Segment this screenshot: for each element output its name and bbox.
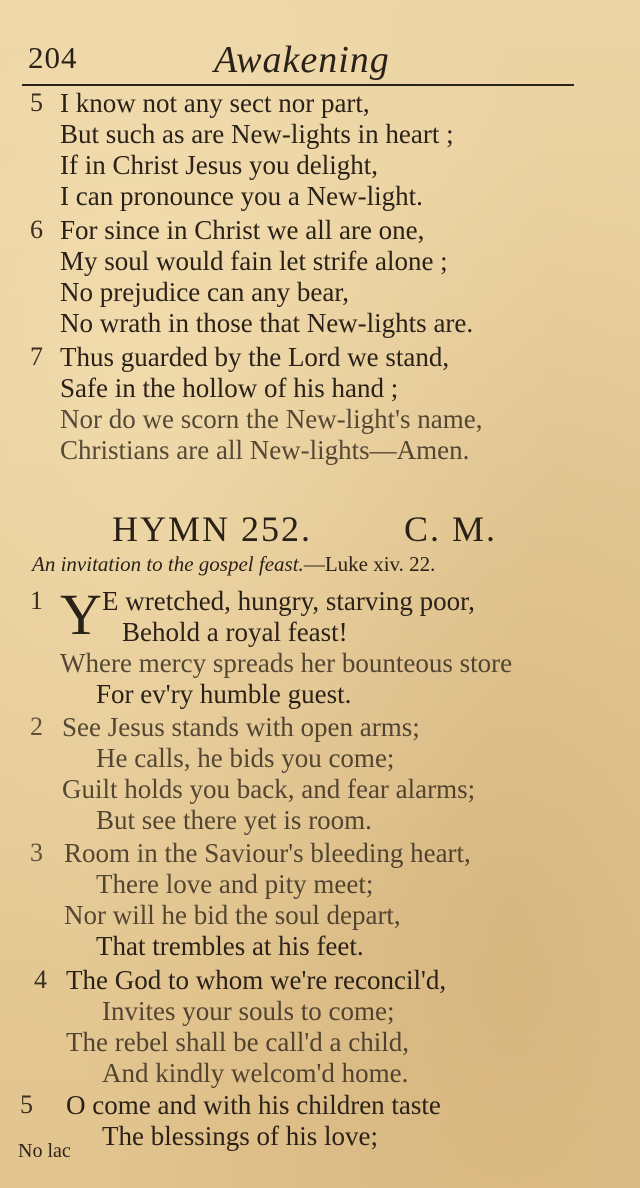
verse-line: Behold a royal feast! (122, 617, 348, 647)
verse-line: For ev'ry humble guest. (96, 679, 352, 709)
verse-line: Room in the Saviour's bleeding heart, (64, 838, 471, 868)
header-rule (22, 84, 574, 86)
verse-line: See Jesus stands with open arms; (62, 712, 420, 742)
verse-line: I know not any sect nor part, (60, 88, 370, 118)
verse-line: But such as are New-lights in heart ; (60, 119, 454, 149)
verse-line: The blessings of his love; (102, 1121, 378, 1151)
verse-line: There love and pity meet; (96, 869, 374, 899)
verse-number: 6 (30, 215, 43, 244)
page-number: 204 (28, 40, 78, 75)
verse-number: 5 (30, 88, 43, 117)
verse-number: 2 (30, 712, 43, 741)
hymn-heading: HYMN 252. (112, 509, 313, 549)
verse-line: Guilt holds you back, and fear alarms; (62, 774, 476, 804)
verse-line: Where mercy spreads her bounteous store (60, 648, 513, 678)
verse-line: No prejudice can any bear, (60, 277, 350, 307)
scripture-reference: —Luke xiv. 22. (303, 552, 436, 576)
verse-line: For since in Christ we all are one, (60, 215, 425, 245)
verse-line: O come and with his children taste (66, 1090, 441, 1120)
catchword: No lac (18, 1140, 71, 1162)
verse-line: E wretched, hungry, starving poor, (102, 586, 475, 616)
verse-line: He calls, he bids you come; (96, 743, 395, 773)
running-title: Awakening (214, 39, 390, 81)
verse-line: The God to whom we're reconcil'd, (66, 965, 447, 995)
verse-line: But see there yet is room. (96, 805, 372, 835)
verse-number: 7 (30, 342, 43, 371)
verse-line: Christians are all New-lights—Amen. (60, 435, 470, 465)
verse-line: No wrath in those that New-lights are. (60, 308, 474, 338)
verse-line: Nor will he bid the soul depart, (64, 900, 401, 930)
verse-number: 5 (20, 1090, 33, 1119)
verse-line: Safe in the hollow of his hand ; (60, 373, 399, 403)
verse-number: 1 (30, 586, 43, 615)
hymn-subtitle (32, 552, 435, 577)
verse-number: 3 (30, 838, 43, 867)
verse-number: 4 (34, 965, 47, 994)
verse-line: The rebel shall be call'd a child, (66, 1027, 409, 1057)
verse-line: And kindly welcom'd home. (102, 1058, 409, 1088)
verse-line: My soul would fain let strife alone ; (60, 246, 448, 276)
verse-line: Invites your souls to come; (102, 996, 395, 1026)
verse-line: Thus guarded by the Lord we stand, (60, 342, 450, 372)
verse-line: That trembles at his feet. (96, 931, 364, 961)
drop-cap: Y (60, 582, 102, 647)
page-header (24, 38, 616, 82)
verse-line: I can pronounce you a New-light. (60, 181, 423, 211)
verse-line: Nor do we scorn the New-light's name, (60, 404, 483, 434)
subtitle-text: An invitation to the gospel feast. (32, 552, 304, 576)
hymn-meter: C. M. (404, 509, 498, 549)
verse-line: If in Christ Jesus you delight, (60, 150, 378, 180)
